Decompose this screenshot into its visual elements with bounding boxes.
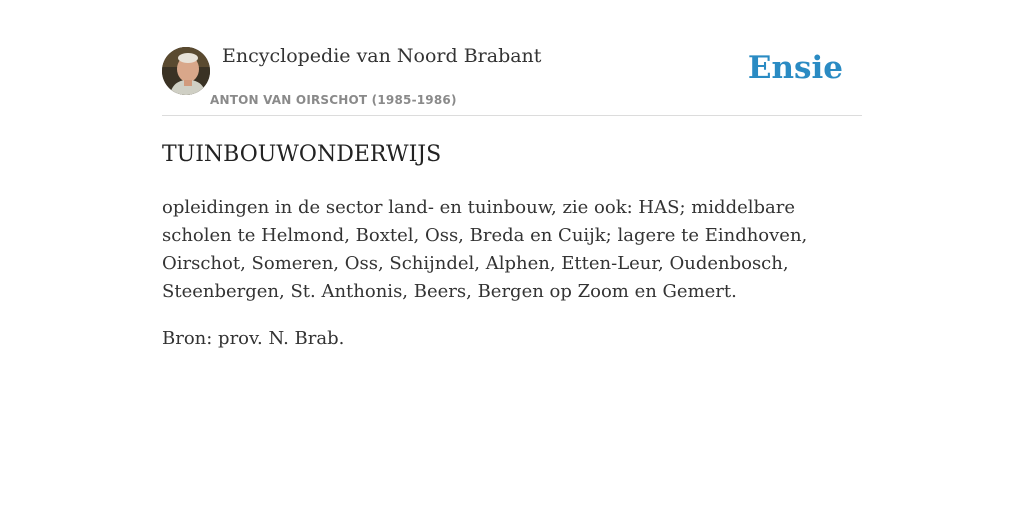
content-container xyxy=(162,0,862,353)
header xyxy=(162,0,862,116)
entry-source: Bron: prov. N. Brab. xyxy=(162,328,345,349)
author-name[interactable]: ANTON VAN OIRSCHOT (1985-1986) xyxy=(210,93,457,107)
author-avatar[interactable] xyxy=(162,47,210,95)
entry-body: opleidingen in de sector land- en tuinbouw, zie ook: HAS; middelbare scholen te Helmond, Boxtel, Oss, Breda en Cuijk; lagere te Eindhoven, Oirschot, Someren, Oss, Schijndel, Alphen, Etten-Leur, Oudenbosch, Steenbergen, St. Anthonis, Beers, Bergen op Zoom en Gemert. xyxy=(162,197,808,302)
portrait-icon xyxy=(162,47,210,95)
source-title[interactable]: Encyclopedie van Noord Brabant xyxy=(222,45,542,67)
entry-title: TUINBOUWONDERWIJS xyxy=(162,142,442,167)
ensie-logo[interactable]: Ensie xyxy=(747,50,843,86)
